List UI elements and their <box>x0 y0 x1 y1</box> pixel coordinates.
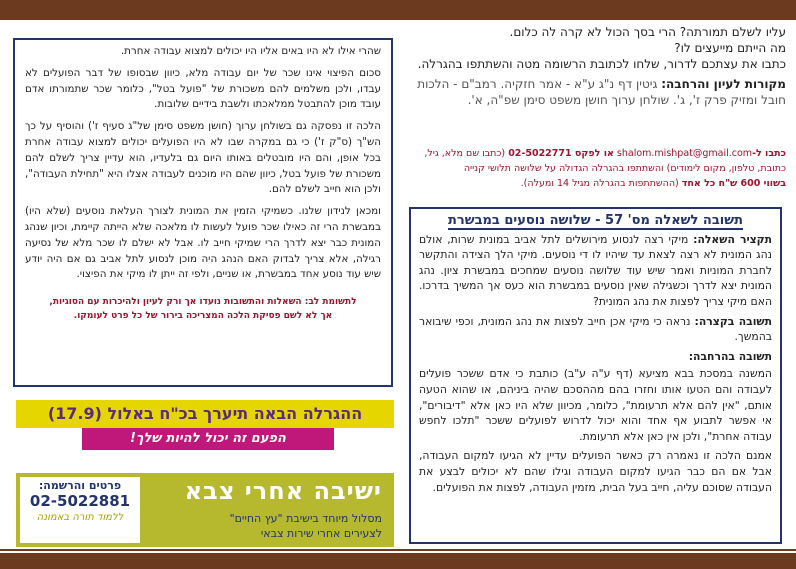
contact-info <box>410 146 786 191</box>
expanded-paragraph: המשנה במסכת בבא מציעא (דף ע"ה ע"ב) כותבת כי אדם ששכר פועלים לעבודה והם הטעו אותו וחזרו בהם מההסכם שהיה ביניהם, או שהוא הטעה אותם, "אין להם אלא תרעומת", כלומר, מכיוון שלא היו כאן אלא "דיבורים", אי אפשר לתבוע אף אחד והוא יכול לדרוש לפועלים ששכר "תלכו לחפש עבודה אחרת", ולכן אין כאן אלא תרעומת. <box>419 367 772 443</box>
sources-label: מקורות לעיון והרחבה: <box>661 77 786 91</box>
paragraph: סכום הפיצוי אינו שכר של יום עבודה מלא, כיוון שבסופו של דבר הפועלים לא עבדו, ולכן משלמים להם משכורת של "פועל בטל", כלומר שכר שתמורתו אדם עובד מוכן להתבטל ממלאכתו ולשבת בידיים שלובות. <box>25 66 381 111</box>
raffle-banner <box>16 400 394 454</box>
answer-title: תשובה לשאלה מס' 57 - שלושה נוסעים במבשרת <box>448 213 743 228</box>
ad-contact <box>20 477 140 543</box>
question-line: מה הייתם מייעצים לו? <box>674 41 786 55</box>
sources <box>410 76 786 108</box>
contact-line: כתובת, טלפון, מקום לימודים) והשתתפו בהגרלה הגדולה על שלושה תלושי קנייה <box>463 163 786 174</box>
expanded-label: תשובה בהרחבה: <box>688 349 772 363</box>
ad-slogan: ללמוד תורה באמונה <box>36 512 124 523</box>
bottom-divider <box>0 549 796 551</box>
contact-note: (כתבו שם מלא, גיל, <box>424 148 506 159</box>
prize-value: בשווי 600 ש"ח כל אחד <box>681 178 786 189</box>
summary: תקציר השאלה: מיקי רצה לנסוע מירושלים לתל אביב במונית שרות, אולם נהג המונית לא רצה לצאת עד שיהיו לו די נוסעים. מיקי הלך הצידה והתקשר לחברת המוניות ואמר שיש עוד שלושה נוסעים שמחכים במבשרת ציון. נהג המונית יצא לדרך וכשגילה שאין נוסעים במבשרת הוא כעס אך המשיך בדרכו. האם מיקי צריך לפצות את נהג המונית? <box>419 232 773 308</box>
short-answer: תשובה בקצרה: נראה כי מיקי אכן חייב לפצות את נהג המונית, וכפי שיבואר בהמשך. <box>419 314 772 344</box>
question-continuation <box>410 24 786 108</box>
disclaimer: לתשומת לב: השאלות והתשובות נועדו אך ורק לעיון ולהיכרות עם הסוגיות, אך לא לשם פסיקת הלכה המצריכה בירור של כל פרט לעומקו. <box>49 297 357 322</box>
age-note: (ההשתתפות בהגרלה מגיל 14 ומעלה). <box>520 178 679 189</box>
bottom-decor-bar <box>0 553 796 569</box>
sources-text: גיטין דף נ"ג ע"א - אמר חזקיה. רמב"ם - הלכות חובל ומזיק פרק ז', ג'. שולחן ערוך חושן משפט סימן שפ"ה, א'. <box>417 77 786 107</box>
top-decor-bar <box>0 0 796 20</box>
raffle-slogan: הפעם זה יכול להיות שלך! <box>82 428 334 450</box>
answer-continuation-box <box>13 38 393 387</box>
expanded-paragraph: אמנם הלכה זו נאמרה רק כאשר הפועלים עדיין לא הגיעו למקום העבודה, אבל אם הם כבר הגיעו למקום העבודה וגילו שהם לא יכולים לבצע את העבודה שסוכם עליה, חייב בעל הבית, מזמין העבודה, לפצות את הפועלים. <box>419 449 772 494</box>
ad-phone[interactable]: 02-5022881 <box>29 492 131 510</box>
question-line: עליו לשלם תמורתה? הרי בסך הכול לא קרה לה כלום. <box>509 25 786 39</box>
ad-contact-label: פרטים והרשמה: <box>38 479 122 492</box>
paragraph: שהרי אילו לא היו באים אליו היו יכולים למצוא עבודה אחרת. <box>120 45 381 57</box>
ad-subtitle: מסלול מיוחד בישיבת "עץ החיים" לצעירים אחרי שירות צבאי <box>229 512 382 540</box>
email[interactable]: shalom.mishpat@gmail.com <box>616 148 753 159</box>
yeshiva-ad <box>16 473 394 547</box>
fax: או לפקס 02-5022771 <box>508 148 614 159</box>
answer-box <box>409 207 782 544</box>
paragraph: הלכה זו נפסקה גם בשולחן ערוך (חושן משפט סימן של"ג סעיף ז') והוסיף על כך הש"ך (ס"ק ז') כי גם במקרה שבו לא היו הפועלים יכולים למצוא עבודה אחרת בכל אופן, והם היו מובטלים באותו היום גם בלעדיו, הוא עדיין צריך לשלם להם משכורת של פועל בטל, כיוון שהם היו מוכנים לעבודה אצלו היא "תחילת העבודה", ולכן הוא חייב לשלם להם. <box>25 120 381 196</box>
question-line: כתבו את עצתכם לדרור, שלחו לכתובת הרשומה מטה והשתתפו בהגרלה. <box>417 57 786 71</box>
raffle-date: ההגרלה הבאה תיערך בכ"ח באלול (17.9) <box>16 400 394 428</box>
contact-label: כתבו ל- <box>752 148 786 159</box>
ad-title: ישיבה אחרי צבא <box>184 477 382 505</box>
paragraph: ומכאן לנידון שלנו. כשמיקי הזמין את המונית לצורך העלאת נוסעים (שלא היו) במבשרת הרי זה כאילו שכר פועל לעשות לו מלאכה שלא הייתה קיימת, וכיון שנהג המונית כבר יצא לדרך הרי שמיקי חייב לו. אבל לא ישלם לו שכר מלא של נסיעה רגילה, אלא צריך לבדוק האם הנהג היה מוכן לנסוע לתל אביב גם אם היה יודע שיש עוד נוסע אחד במבשרת, או שניים, ולפי זה ייתן לו מיקי את הפיצוי. <box>25 205 381 281</box>
